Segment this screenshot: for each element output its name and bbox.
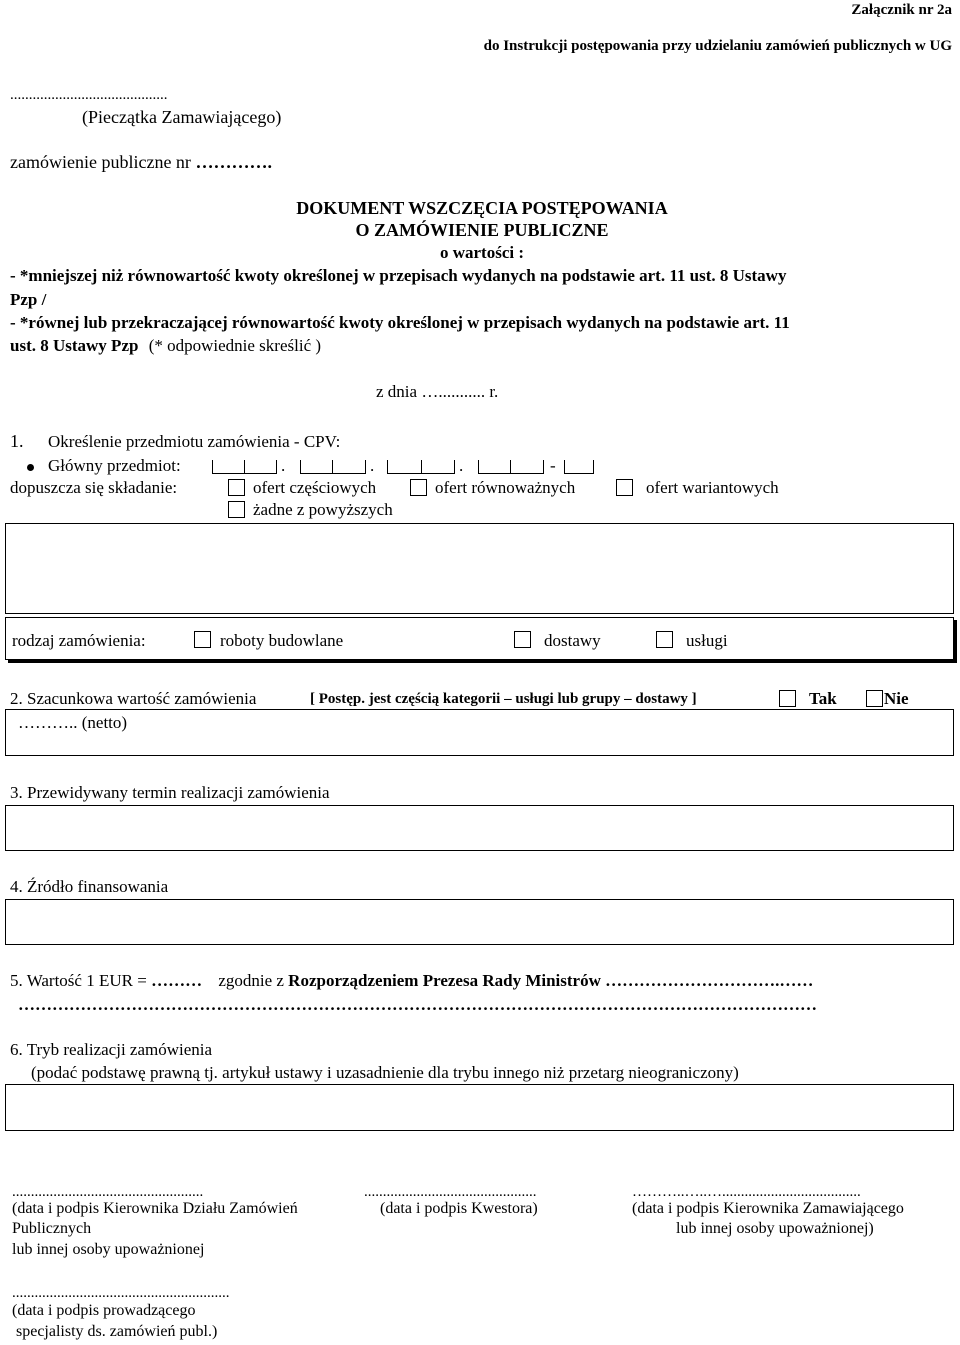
cpv-group-3[interactable] (387, 460, 455, 474)
equivalent-offers-checkbox[interactable] (410, 479, 427, 496)
yes-label: Tak (809, 689, 837, 708)
signature-mid-line1: (data i podpis Kwestora) (380, 1200, 538, 1217)
signature-right-line2: lub innej osoby upoważnionej) (676, 1220, 874, 1237)
cpv-separator: . (459, 456, 464, 475)
section1-title: Określenie przedmiotu zamówienia - CPV: (48, 432, 341, 451)
cpv-group-1[interactable] (212, 460, 277, 474)
cpv-dash: - (550, 456, 556, 475)
supplies-checkbox[interactable] (514, 631, 531, 648)
no-checkbox[interactable] (866, 690, 883, 707)
section5-dots-line: …………………………………………………………………………………………………………………………… (18, 995, 817, 1014)
date-line: z dnia …........... r. (376, 382, 499, 401)
variant-offers-checkbox[interactable] (616, 479, 633, 496)
works-checkbox[interactable] (194, 631, 211, 648)
signature-left-line1: (data i podpis Kierownika Działu Zamówień (12, 1200, 298, 1217)
supplies-label: dostawy (544, 631, 601, 650)
order-number (10, 152, 272, 173)
netto-label: ……….. (netto) (18, 713, 128, 732)
procedure-mode-field[interactable] (5, 1084, 954, 1131)
signature-bottom-dots: .......................................................... (12, 1285, 230, 1301)
variant-offers-label: ofert wariantowych (646, 478, 779, 497)
order-number-dots: …………. (195, 152, 272, 172)
none-offers-label: żadne z powyższych (253, 500, 393, 519)
yes-checkbox[interactable] (779, 690, 796, 707)
services-label: usługi (686, 631, 728, 650)
subject-description-field[interactable] (5, 523, 954, 614)
section6-subtitle: (podać podstawę prawną tj. artykuł ustawy i uzasadnienie dla trybu innego niż przetarg nieograniczony) (31, 1063, 739, 1082)
services-checkbox[interactable] (656, 631, 673, 648)
estimated-value-field[interactable] (5, 709, 954, 756)
eur-value-regulation: Rozporządzeniem Prezesa Rady Ministrów (288, 971, 601, 990)
eur-value-middle: zgodnie z (218, 971, 284, 990)
realization-term-field[interactable] (5, 805, 954, 851)
eur-value-dots: ……… (151, 971, 203, 990)
order-number-label: zamówienie publiczne nr (10, 152, 191, 172)
doc-title-line3: o wartości : (439, 243, 525, 262)
section3-title: 3. Przewidywany termin realizacji zamówienia (10, 783, 330, 802)
works-label: roboty budowlane (220, 631, 344, 650)
doc-title-line2: O ZAMÓWIENIE PUBLICZNE (355, 220, 609, 240)
no-label: Nie (884, 689, 909, 708)
section4-title: 4. Źródło finansowania (10, 877, 169, 896)
bullet-icon (27, 464, 34, 471)
section2-note: [ Postęp. jest częścią kategorii – usługi lub grupy – dostawy ] (310, 691, 697, 707)
signature-bottom-line1: (data i podpis prowadzącego (12, 1302, 196, 1319)
value-option-2-line2 (10, 336, 321, 356)
section1-number: 1. (10, 431, 24, 451)
signature-left-dots: ................................................... (12, 1184, 204, 1200)
cpv-separator: . (370, 456, 375, 475)
stamp-dots: .......................................... (10, 87, 168, 103)
cpv-group-2[interactable] (300, 460, 366, 474)
eur-value-label: 5. Wartość 1 EUR = (10, 971, 147, 990)
signature-right-dots: ………..…..…..................................... (632, 1184, 861, 1200)
signature-left-line2: Publicznych (12, 1220, 92, 1237)
equivalent-offers-label: ofert równoważnych (435, 478, 576, 497)
partial-offers-checkbox[interactable] (228, 479, 245, 496)
section6-title: 6. Tryb realizacji zamówienia (10, 1040, 213, 1059)
signature-left-line3: lub innej osoby upoważnionej (12, 1241, 205, 1258)
value-option-1-line1: - *mniejszej niż równowartość kwoty określonej w przepisach wydanych na podstawie art. 11 ust. 8 Ustawy (10, 266, 787, 285)
order-type-label: rodzaj zamówienia: (12, 631, 146, 650)
order-type-box (5, 617, 954, 660)
instruction-label: do Instrukcji postępowania przy udzielaniu zamówień publicznych w UG (483, 38, 952, 54)
partial-offers-label: ofert częściowych (253, 478, 377, 497)
eur-value-dots-2: ………………………….…… (605, 971, 814, 990)
cpv-check-digit[interactable] (564, 460, 594, 474)
section5-line (10, 971, 813, 991)
cpv-separator: . (281, 456, 286, 475)
value-option-note: (* odpowiednie skreślić ) (148, 336, 322, 355)
value-option-2-ref: ust. 8 Ustawy Pzp (10, 336, 139, 355)
signature-right-line1: (data i podpis Kierownika Zamawiającego (632, 1200, 904, 1217)
signature-mid-dots: .............................................. (364, 1184, 537, 1200)
value-option-1-line2: Pzp / (10, 290, 47, 309)
main-subject-label: Główny przedmiot: (48, 456, 181, 475)
allowed-offers-label: dopuszcza się składanie: (10, 478, 178, 497)
value-option-2-line1: - *równej lub przekraczającej równowartość kwoty określonej w przepisach wydanych na podstawie art. 11 (10, 313, 790, 332)
cpv-group-4[interactable] (478, 460, 544, 474)
section2-title: 2. Szacunkowa wartość zamówienia (10, 689, 257, 708)
signature-bottom-line2: specjalisty ds. zamówień publ.) (16, 1323, 218, 1340)
financing-source-field[interactable] (5, 899, 954, 945)
stamp-label: (Pieczątka Zamawiającego) (82, 107, 282, 127)
doc-title-line1: DOKUMENT WSZCZĘCIA POSTĘPOWANIA (296, 198, 668, 218)
none-offers-checkbox[interactable] (228, 501, 245, 518)
attachment-label: Załącznik nr 2a (851, 2, 952, 18)
